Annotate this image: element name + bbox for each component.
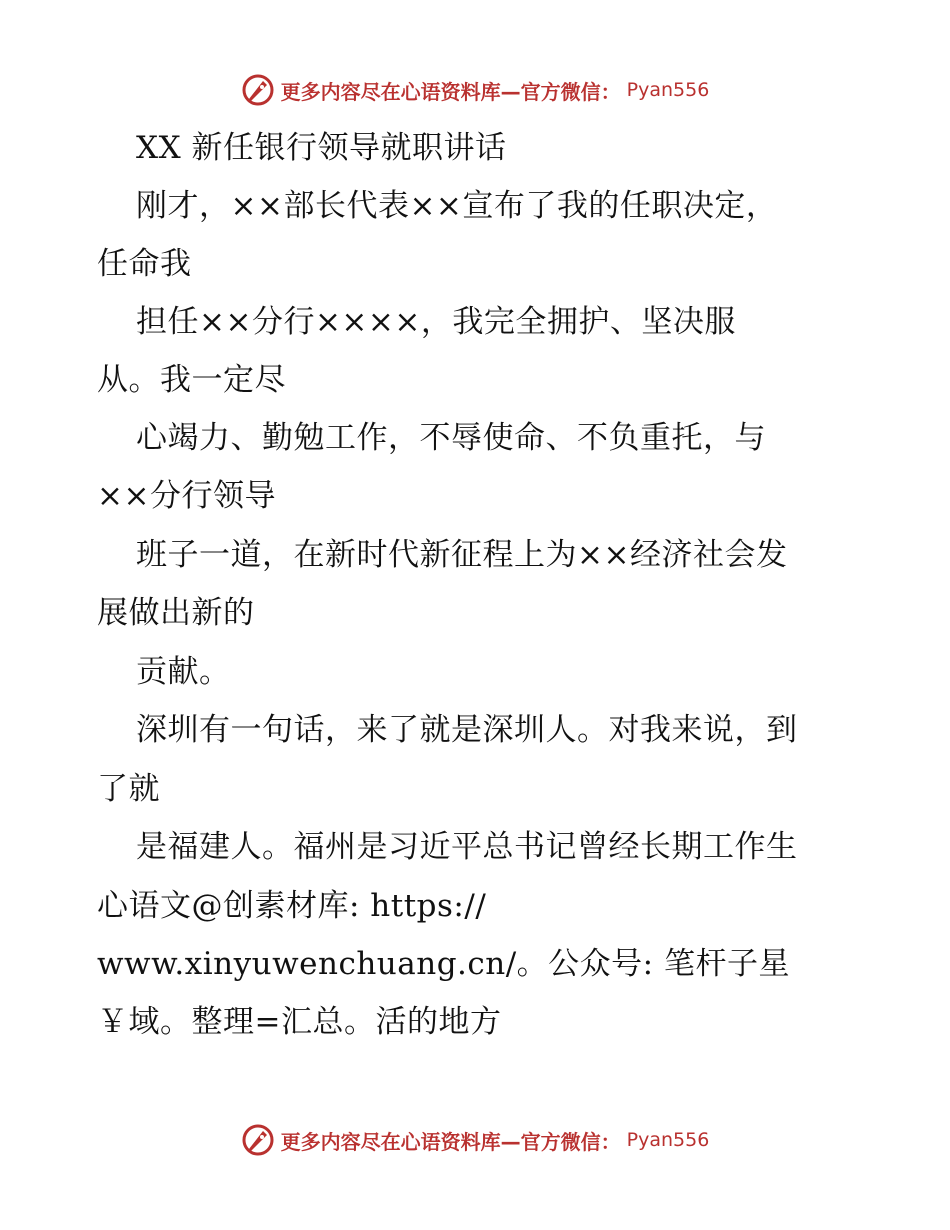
pen-nib-logo-icon	[241, 1123, 275, 1157]
paragraph-line: 心语文@创素材库: https://	[97, 888, 487, 924]
pen-nib-logo-icon	[241, 73, 275, 107]
paragraph-line: ××分行领导	[97, 478, 276, 514]
paragraph-line: 了就	[97, 771, 160, 807]
header-banner-contact: Pyan556	[626, 79, 710, 101]
header-banner-text: 更多内容尽在心语资料库—官方微信：	[280, 79, 621, 104]
header-banner	[0, 70, 950, 110]
document-title: XX 新任银行领导就职讲话	[136, 130, 507, 166]
paragraph-line: ￥域。整理=汇总。活的地方	[97, 1004, 502, 1040]
footer-banner-contact: Pyan556	[626, 1129, 710, 1151]
paragraph-line: 任命我	[97, 246, 192, 282]
paragraph-line: www.xinyuwenchuang.cn/。公众号: 笔杆子星	[97, 946, 790, 982]
paragraph-line: 从。我一定尽	[97, 362, 286, 398]
paragraph-line: 深圳有一句话，来了就是深圳人。对我来说，到	[136, 712, 798, 748]
paragraph-line: 刚才，××部长代表××宣布了我的任职决定，	[136, 188, 778, 224]
footer-banner	[0, 1120, 950, 1160]
paragraph-line: 贡献。	[136, 654, 231, 690]
paragraph-line: 是福建人。福州是习近平总书记曾经长期工作生	[136, 829, 798, 865]
paragraph-line: 展做出新的	[97, 595, 255, 631]
paragraph-line: 班子一道，在新时代新征程上为××经济社会发	[136, 537, 788, 573]
paragraph-line: 担任××分行××××，我完全拥护、坚决服	[136, 304, 736, 340]
paragraph-line: 心竭力、勤勉工作，不辱使命、不负重托，与	[136, 420, 766, 456]
footer-banner-text: 更多内容尽在心语资料库—官方微信：	[280, 1129, 621, 1154]
